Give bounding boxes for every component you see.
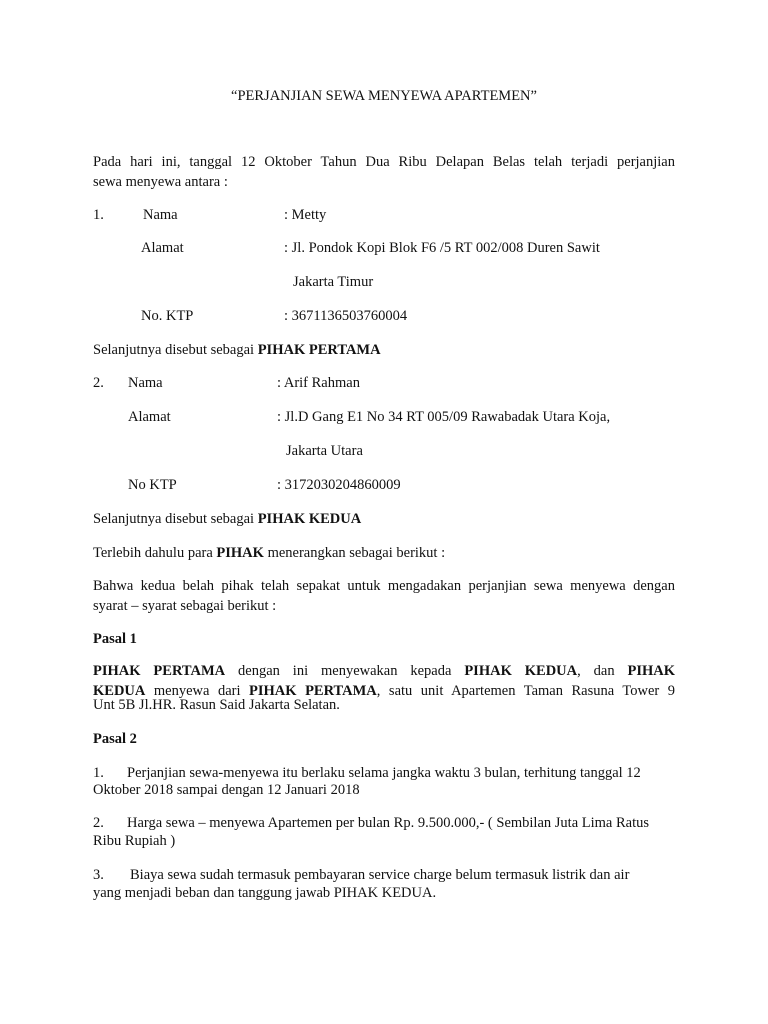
intro-line-2: sewa menyewa antara : [93, 174, 228, 190]
party2-ktp-label: No KTP [128, 477, 177, 493]
preamble-pihak-term: PIHAK [216, 545, 264, 561]
pasal2-item1-line-2: Oktober 2018 sampai dengan 12 Januari 2018 [93, 782, 360, 798]
party1-ktp-label: No. KTP [141, 308, 194, 324]
party2-address-continued: Jakarta Utara [286, 443, 363, 459]
preamble-paragraph-2-line-1: Bahwa kedua belah pihak telah sepakat untuk mengadakan perjanjian sewa menyewa dengan [93, 578, 675, 594]
pasal2-item1-line-1: Perjanjian sewa-menyewa itu berlaku selama jangka waktu 3 bulan, terhitung tanggal 12 [127, 765, 641, 781]
party1-designation-prefix: Selanjutnya disebut sebagai [93, 342, 255, 358]
party1-designation [93, 340, 381, 360]
pasal1-heading [93, 629, 137, 649]
pasal1-term-kedua: KEDUA [93, 683, 146, 699]
document-title: “PERJANJIAN SEWA MENYEWA APARTEMEN” [231, 88, 537, 104]
pasal2-heading-text: Pasal 2 [93, 731, 137, 747]
pasal1-text-1: dengan ini menyewakan kepada [238, 663, 452, 679]
pasal1-text-2: , dan [577, 663, 615, 679]
pasal2-item2-number: 2. [93, 815, 104, 831]
pasal2-item2-line-2: Ribu Rupiah ) [93, 833, 176, 849]
party1-number: 1. [93, 207, 104, 223]
party1-name-label: Nama [143, 207, 178, 223]
pasal2-item2-line-1: Harga sewa – menyewa Apartemen per bulan Rp. 9.500.000,- ( Sembilan Juta Lima Ratus [127, 815, 650, 831]
pasal1-term-pihak: PIHAK [627, 663, 675, 679]
party1-name-value: : Metty [284, 207, 327, 223]
party2-address-label: Alamat [128, 409, 171, 425]
preamble-paragraph-1 [93, 543, 445, 563]
party2-name-value: : Arif Rahman [277, 375, 360, 391]
preamble-text-a: Terlebih dahulu para [93, 545, 213, 561]
party2-designation [93, 509, 361, 529]
pasal1-term-pihak-kedua: PIHAK KEDUA [464, 663, 578, 679]
party1-address-continued: Jakarta Timur [293, 274, 374, 290]
pasal2-item3-line-1: Biaya sewa sudah termasuk pembayaran service charge belum termasuk listrik dan air [130, 867, 630, 883]
pasal1-term-pihak-pertama: PIHAK PERTAMA [93, 663, 226, 679]
pasal1-line-3: Unt 5B Jl.HR. Rasun Said Jakarta Selatan. [93, 697, 340, 713]
pasal1-term-pihak-pertama-2: PIHAK PERTAMA [249, 683, 377, 699]
pasal1-text-3: menyewa dari [153, 683, 241, 699]
party2-address-value: : Jl.D Gang E1 No 34 RT 005/09 Rawabadak Utara Koja, [277, 409, 611, 425]
party2-designation-prefix: Selanjutnya disebut sebagai [93, 511, 255, 527]
intro-line-1: Pada hari ini, tanggal 12 Oktober Tahun Dua Ribu Delapan Belas telah terjadi perjanjian [93, 154, 675, 170]
party1-designation-term: PIHAK PERTAMA [257, 342, 381, 358]
pasal2-heading [93, 729, 137, 749]
preamble-paragraph-2-line-2: syarat – syarat sebagai berikut : [93, 598, 277, 614]
pasal2-item1-number: 1. [93, 765, 104, 781]
party2-ktp-value: : 3172030204860009 [277, 477, 401, 493]
pasal1-heading-text: Pasal 1 [93, 631, 137, 647]
party1-address-label: Alamat [141, 240, 184, 256]
pasal2-item3-line-2: yang menjadi beban dan tanggung jawab PIHAK KEDUA. [93, 885, 437, 901]
party2-number: 2. [93, 375, 104, 391]
pasal1-line-1 [93, 661, 675, 681]
party1-ktp-value: : 3671136503760004 [284, 308, 408, 324]
party2-designation-term: PIHAK KEDUA [257, 511, 362, 527]
pasal2-item3-number: 3. [93, 867, 104, 883]
party1-address-value: : Jl. Pondok Kopi Blok F6 /5 RT 002/008 Duren Sawit [284, 240, 600, 256]
party2-name-label: Nama [128, 375, 163, 391]
preamble-text-c: menerangkan sebagai berikut : [267, 545, 446, 561]
pasal1-text-4: , satu unit Apartemen Taman Rasuna Tower 9 [376, 683, 676, 699]
